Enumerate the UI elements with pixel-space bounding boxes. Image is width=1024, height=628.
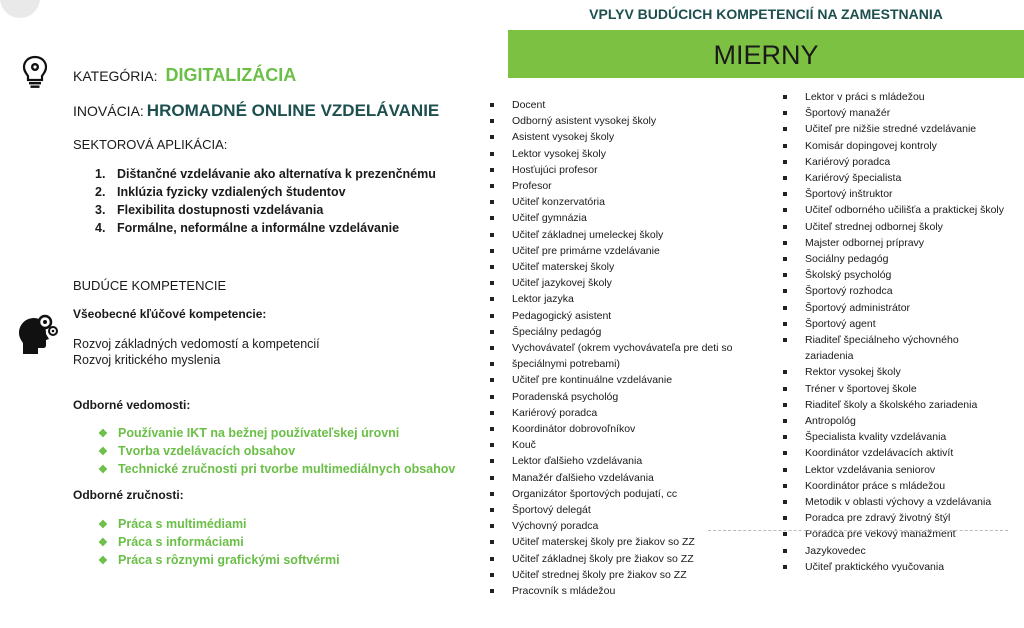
innovation-line	[73, 101, 439, 121]
occupation-item: Kariérový poradca	[783, 154, 1005, 170]
occupation-item: Učiteľ základnej školy pre žiakov so ZZ	[490, 551, 768, 567]
general-competences-label: Všeobecné kľúčové kompetencie:	[73, 307, 267, 321]
innovation-value: HROMADNÉ ONLINE VZDELÁVANIE	[146, 101, 440, 120]
occupation-item: Špeciálny pedagóg	[490, 324, 768, 340]
occupation-item: Školský psychológ	[783, 267, 1005, 283]
skills-label: Odborné zručnosti:	[73, 488, 184, 502]
occupation-item: Učiteľ konzervatória	[490, 194, 768, 210]
skills-item: ❖ Práca s informáciami	[98, 535, 244, 549]
sector-item: 3. Flexibilita dostupnosti vzdelávania	[95, 203, 324, 217]
occupation-item: Učiteľ materskej školy pre žiakov so ZZ	[490, 534, 768, 550]
sector-item: 2. Inklúzia fyzicky vzdialených študentov	[95, 185, 346, 199]
sector-item: 1. Dištančné vzdelávanie ako alternatíva k prezenčnému	[95, 167, 436, 181]
occupation-item: Lektor ďalšieho vzdelávania	[490, 453, 768, 469]
future-competences-title: BUDÚCE KOMPETENCIE	[73, 278, 227, 293]
sector-item: 4. Formálne, neformálne a informálne vzdelávanie	[95, 221, 400, 235]
occupation-item: Tréner v športovej škole	[783, 381, 1005, 397]
category-label: KATEGÓRIA:	[73, 68, 158, 84]
knowledge-item: ❖ Technické zručnosti pri tvorbe multimediálnych obsahov	[98, 462, 456, 476]
occupation-item: Koordinátor práce s mládežou	[783, 478, 1005, 494]
sector-list	[95, 165, 436, 237]
innovation-label: INOVÁCIA:	[73, 103, 144, 119]
occupation-item: Učiteľ gymnázia	[490, 210, 768, 226]
occupation-item: Športový delegát	[490, 502, 768, 518]
occupation-item: Poradenská psychológ	[490, 389, 768, 405]
occupation-item: Športový administrátor	[783, 300, 1005, 316]
sector-label: SEKTOROVÁ APLIKÁCIA:	[73, 137, 228, 152]
occupation-item: Lektor vysokej školy	[490, 146, 768, 162]
occupation-item: Profesor	[490, 178, 768, 194]
category-line	[73, 65, 296, 86]
occupation-item: Riaditeľ špeciálneho výchovného zariadenia	[783, 332, 1005, 364]
lightbulb-gear-icon	[22, 55, 48, 94]
occupation-item: Kariérový špecialista	[783, 170, 1005, 186]
occupation-item: Odborný asistent vysokej školy	[490, 113, 768, 129]
occupation-item: Majster odbornej prípravy	[783, 235, 1005, 251]
occupation-item: Jazykovedec	[783, 543, 1005, 559]
occupation-item: Učiteľ strednej školy pre žiakov so ZZ	[490, 567, 768, 583]
knowledge-label: Odborné vedomosti:	[73, 398, 191, 412]
occupation-item: Koordinátor dobrovoľníkov	[490, 421, 768, 437]
head-gears-icon	[12, 312, 60, 365]
logo-mark	[0, 0, 40, 18]
occupation-item: Učiteľ základnej umeleckej školy	[490, 227, 768, 243]
general-competences-list	[73, 336, 320, 368]
occupation-item: Učiteľ pre primárne vzdelávanie	[490, 243, 768, 259]
occupation-item: Športový rozhodca	[783, 283, 1005, 299]
occupation-item: Antropológ	[783, 413, 1005, 429]
occupation-item: Výchovný poradca	[490, 518, 768, 534]
knowledge-item: ❖ Používanie IKT na bežnej používateľskej úrovni	[98, 426, 400, 440]
category-value: DIGITALIZÁCIA	[165, 65, 297, 85]
occupation-item: Riaditeľ školy a školského zariadenia	[783, 397, 1005, 413]
occupation-item: Hosťujúci profesor	[490, 162, 768, 178]
occupation-item: Športový manažér	[783, 105, 1005, 121]
occupation-item: Lektor vzdelávania seniorov	[783, 462, 1005, 478]
occupation-item: špeciálnymi potrebami)	[490, 356, 768, 372]
occupations-list-1	[490, 97, 768, 599]
occupations-list-2	[783, 89, 1005, 575]
occupation-item: Učiteľ pre nižšie stredné vzdelávanie	[783, 121, 1005, 137]
occupation-item: Pedagogický asistent	[490, 308, 768, 324]
occupation-item: Poradca pre vekový manažment	[783, 526, 1005, 542]
impact-title: VPLYV BUDÚCICH KOMPETENCIÍ NA ZAMESTNANIA	[589, 6, 943, 22]
occupation-item: Docent	[490, 97, 768, 113]
occupation-item: Športový agent	[783, 316, 1005, 332]
occupation-item: Učiteľ odborného učilišťa a praktickej školy	[783, 202, 1005, 218]
occupation-item: Špecialista kvality vzdelávania	[783, 429, 1005, 445]
occupation-item: Lektor jazyka	[490, 291, 768, 307]
occupation-item: Pracovník s mládežou	[490, 583, 768, 599]
occupation-item: Metodik v oblasti výchovy a vzdelávania	[783, 494, 1005, 510]
occupation-item: Koordinátor vzdelávacích aktivít	[783, 445, 1005, 461]
occupation-item: Učiteľ pre kontinuálne vzdelávanie	[490, 372, 768, 388]
general-competence-item: Rozvoj kritického myslenia	[73, 353, 221, 367]
occupation-item: Športový inštruktor	[783, 186, 1005, 202]
general-competence-item: Rozvoj základných vedomostí a kompetencií	[73, 337, 320, 351]
divider	[708, 530, 1008, 531]
skills-list	[98, 515, 340, 569]
occupation-item: Učiteľ strednej odbornej školy	[783, 219, 1005, 235]
occupation-item: Manažér ďalšieho vzdelávania	[490, 470, 768, 486]
occupation-item: Lektor v práci s mládežou	[783, 89, 1005, 105]
occupation-item: Učiteľ jazykovej školy	[490, 275, 768, 291]
occupation-item: Rektor vysokej školy	[783, 364, 1005, 380]
occupation-item: Kouč	[490, 437, 768, 453]
skills-item: ❖ Práca s multimédiami	[98, 517, 247, 531]
occupation-item: Poradca pre zdravý životný štýl	[783, 510, 1005, 526]
impact-level-band: MIERNY	[508, 30, 1024, 78]
occupation-item: Kariérový poradca	[490, 405, 768, 421]
occupation-item: Organizátor športových podujatí, cc	[490, 486, 768, 502]
occupation-item: Učiteľ materskej školy	[490, 259, 768, 275]
occupation-item: Vychovávateľ (okrem vychovávateľa pre deti so	[490, 340, 768, 356]
occupation-item: Komisár dopingovej kontroly	[783, 138, 1005, 154]
knowledge-item: ❖ Tvorba vzdelávacích obsahov	[98, 444, 296, 458]
occupation-item: Asistent vysokej školy	[490, 129, 768, 145]
skills-item: ❖ Práca s rôznymi grafickými softvérmi	[98, 553, 340, 567]
occupation-item: Učiteľ praktického vyučovania	[783, 559, 1005, 575]
occupation-item: Sociálny pedagóg	[783, 251, 1005, 267]
knowledge-list	[98, 424, 455, 478]
